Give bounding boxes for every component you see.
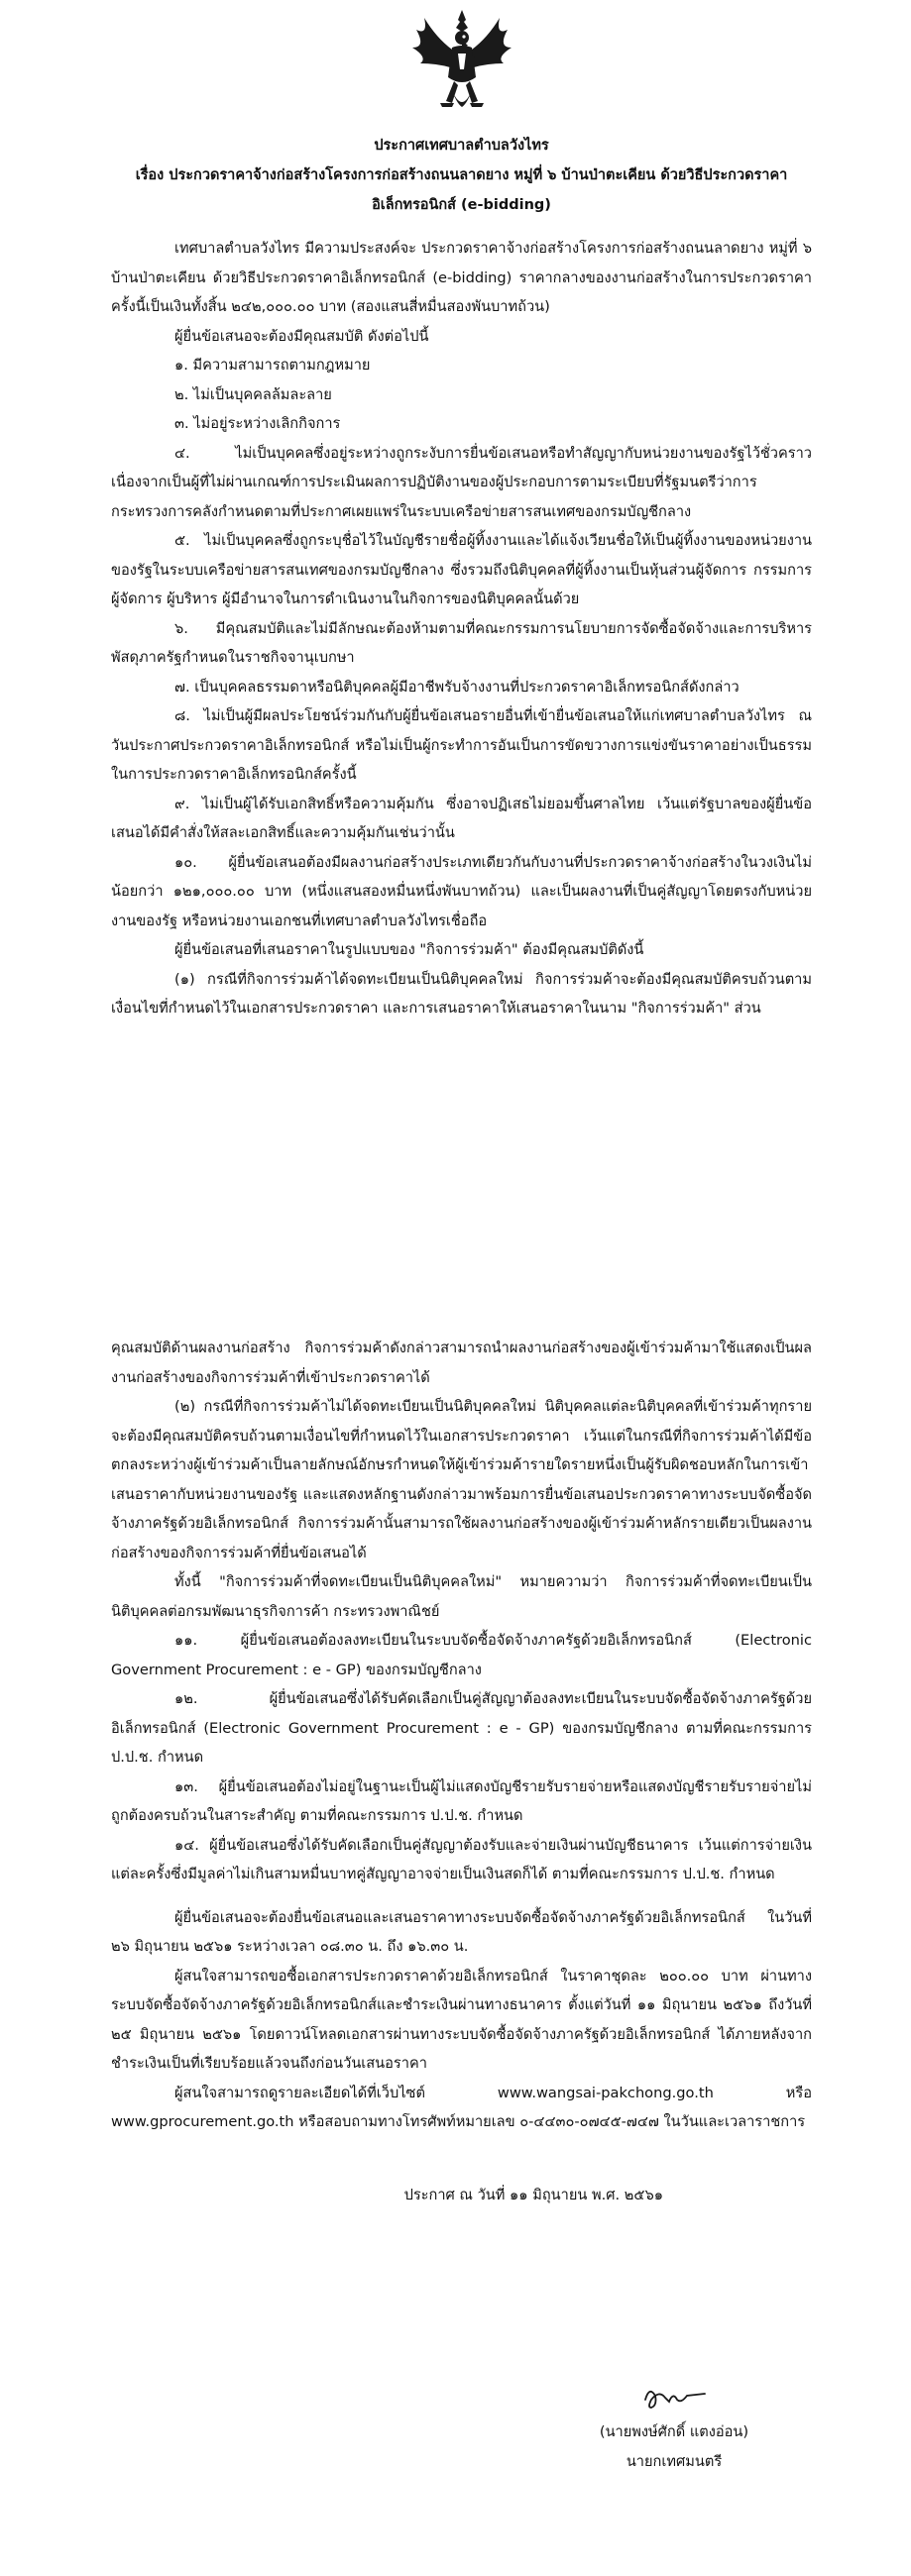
submission-paragraph: ผู้ยื่นข้อเสนอจะต้องยื่นข้อเสนอและเสนอราคาทางระบบจัดซื้อจัดจ้างภาครัฐด้วยอิเล็กทรอนิกส์ ในวันที่ ๒๖ มิถุนายน ๒๕๖๑ ระหว่างเวลา ๐๘.๓๐ น. ถึง ๑๖.๓๐ น. (111, 1908, 812, 1955)
document-page-2 (0, 1298, 911, 2576)
qualification-5: ๕. ไม่เป็นบุคคลซึ่งถูกระบุชื่อไว้ในบัญชีรายชื่อผู้ทิ้งงานและได้แจ้งเวียนชื่อให้เป็นผู้ทิ้งงานของหน่วยงานของรัฐในระบบเครือข่ายสารสนเทศของกรมบัญชีกลาง ซึ่งรวมถึงนิติบุคคลที่ผู้ทิ้งงานเป็นหุ้นส่วนผู้จัดการ กรรมการผู้จัดการ ผู้บริหาร ผู้มีอำนาจในการดำเนินงานในกิจการของนิติบุคคลนั้นด้วย (111, 532, 812, 607)
qualification-9: ๙. ไม่เป็นผู้ได้รับเอกสิทธิ์หรือความคุ้มกัน ซึ่งอาจปฏิเสธไม่ยอมขึ้นศาลไทย เว้นแต่รัฐบาลของผู้ยื่นข้อเสนอได้มีคำสั่งให้สละเอกสิทธิ์และความคุ้มกันเช่นว่านั้น (111, 795, 812, 841)
garuda-emblem (111, 0, 812, 127)
subject-line-2: อิเล็กทรอนิกส์ (e-bidding) (372, 197, 551, 213)
joint-venture-lead: ผู้ยื่นข้อเสนอที่เสนอราคาในรูปแบบของ "กิจการร่วมค้า" ต้องมีคุณสมบัติดังนี้ (174, 941, 644, 958)
qualification-8: ๘. ไม่เป็นผู้มีผลประโยชน์ร่วมกันกับผู้ยื่นข้อเสนอรายอื่นที่เข้ายื่นข้อเสนอให้แก่เทศบาลตำบลวังไทร ณ วันประกาศประกวดราคาอิเล็กทรอนิกส์ หรือไม่เป็นผู้กระทำการอันเป็นการขัดขวางการแข่งขันราคาอย่างเป็นธรรม ในการประกวดราคาอิเล็กทรอนิกส์ครั้งนี้ (111, 707, 812, 783)
qualification-12: ๑๒. ผู้ยื่นข้อเสนอซึ่งได้รับคัดเลือกเป็นคู่สัญญาต้องลงทะเบียนในระบบจัดซื้อจัดจ้างภาครัฐด้วยอิเล็กทรอนิกส์ (Electronic Government Procurement : e - GP) ของกรมบัญชีกลาง ตามที่คณะกรรมการ ป.ป.ช. กำหนด (111, 1690, 812, 1766)
qualification-6: ๖. มีคุณสมบัติและไม่มีลักษณะต้องห้ามตามที่คณะกรรมการนโยบายการจัดซื้อจัดจ้างและการบริหารพัสดุภาครัฐกำหนดในราชกิจจานุเบกษา (111, 619, 812, 666)
qualification-13: ๑๓. ผู้ยื่นข้อเสนอต้องไม่อยู่ในฐานะเป็นผู้ไม่แสดงบัญชีรายรับรายจ่ายหรือแสดงบัญชีรายรับรายจ่ายไม่ถูกต้องครบถ้วนในสาระสำคัญ ตามที่คณะกรรมการ ป.ป.ช. กำหนด (111, 1777, 812, 1824)
qualification-7: ๗. เป็นบุคคลธรรมดาหรือนิติบุคคลผู้มีอาชีพรับจ้างงานที่ประกวดราคาอิเล็กทรอนิกส์ดังกล่าว (174, 678, 740, 696)
intro-paragraph: เทศบาลตำบลวังไทร มีความประสงค์จะ ประกวดราคาจ้างก่อสร้างโครงการก่อสร้างถนนลาดยาง หมู่ที่ ๖ บ้านป่าตะเคียน ด้วยวิธีประกวดราคาอิเล็กทรอนิกส์ (e-bidding) ราคากลางของงานก่อสร้างในการประกวดราคาครั้งนี้เป็นเงินทั้งสิ้น ๒๔๒,๐๐๐.๐๐ บาท (สองแสนสี่หมื่นสองพันบาทถ้วน) (111, 240, 812, 315)
signature-block (555, 2378, 793, 2477)
qualification-14: ๑๔. ผู้ยื่นข้อเสนอซึ่งได้รับคัดเลือกเป็นคู่สัญญาต้องรับและจ่ายเงินผ่านบัญชีธนาคาร เว้นแต่การจ่ายเงินแต่ละครั้งซึ่งมีมูลค่าไม่เกินสามหมื่นบาทคู่สัญญาอาจจ่ายเป็นเงินสดก็ได้ ตามที่คณะกรรมการ ป.ป.ช. กำหนด (111, 1836, 812, 1882)
qualification-10: ๑๐. ผู้ยื่นข้อเสนอต้องมีผลงานก่อสร้างประเภทเดียวกันกับงานที่ประกวดราคาจ้างก่อสร้างในวงเงินไม่น้อยกว่า ๑๒๑,๐๐๐.๐๐ บาท (หนึ่งแสนสองหมื่นหนึ่งพันบาทถ้วน) และเป็นผลงานที่เป็นคู่สัญญาโดยตรงกับหน่วยงานของรัฐ หรือหน่วยงานเอกชนที่เทศบาลตำบลวังไทรเชื่อถือ (111, 853, 812, 929)
document-page-1 (0, 0, 911, 1250)
contact-paragraph: ผู้สนใจสามารถดูรายละเอียดได้ที่เว็บไซต์ www.wangsai-pakchong.go.th หรือ www.gprocurement.go.th หรือสอบถามทางโทรศัพท์หมายเลข ๐-๔๔๓๐-๐๗๔๕-๗๔๗ ในวันและเวลาราชการ (111, 2084, 812, 2130)
qualification-11: ๑๑. ผู้ยื่นข้อเสนอต้องลงทะเบียนในระบบจัดซื้อจัดจ้างภาครัฐด้วยอิเล็กทรอนิกส์ (Electronic Government Procurement : e - GP) ของกรมบัญชีกลาง (111, 1632, 812, 1678)
joint-venture-definition: ทั้งนี้ "กิจการร่วมค้าที่จดทะเบียนเป็นนิติบุคคลใหม่" หมายความว่า กิจการร่วมค้าที่จดทะเบียนเป็นนิติบุคคลต่อกรมพัฒนาธุรกิจการค้า กระทรวงพาณิชย์ (111, 1573, 812, 1620)
document-header (111, 131, 812, 220)
signer-name: (นายพงษ์ศักดิ์ แตงอ่อน) (599, 2423, 749, 2440)
page-2-body (111, 1298, 812, 2137)
subject-line-1: เรื่อง ประกวดราคาจ้างก่อสร้างโครงการก่อสร้างถนนลาดยาง หมู่ที่ ๖ บ้านป่าตะเคียน ด้วยวิธีประกวดราคา (135, 167, 788, 183)
joint-venture-2: (๒) กรณีที่กิจการร่วมค้าไม่ได้จดทะเบียนเป็นนิติบุคคลใหม่ นิติบุคคลแต่ละนิติบุคคลที่เข้าร่วมค้าทุกรายจะต้องมีคุณสมบัติครบถ้วนตามเงื่อนไขที่กำหนดไว้ในเอกสารประกวดราคา เว้นแต่ในกรณีที่กิจการร่วมค้าได้มีข้อตกลงระหว่างผู้เข้าร่วมค้าเป็นลายลักษณ์อักษรกำหนดให้ผู้เข้าร่วมค้ารายใดรายหนึ่งเป็นผู้รับผิดชอบหลักในการเข้าเสนอราคากับหน่วยงานของรัฐ และแสดงหลักฐานดังกล่าวมาพร้อมการยื่นข้อเสนอประกวดราคาทางระบบจัดซื้อจัดจ้างภาครัฐด้วยอิเล็กทรอนิกส์ กิจการร่วมค้านั้นสามารถใช้ผลงานก่อสร้างของผู้เข้าร่วมค้าหลักรายเดียวเป็นผลงานก่อสร้างของกิจการร่วมค้าที่ยื่นข้อเสนอได้ (111, 1398, 812, 1561)
buy-documents-paragraph: ผู้สนใจสามารถขอซื้อเอกสารประกวดราคาด้วยอิเล็กทรอนิกส์ ในราคาชุดละ ๒๐๐.๐๐ บาท ผ่านทางระบบจัดซื้อจัดจ้างภาครัฐด้วยอิเล็กทรอนิกส์และชำระเงินผ่านทางธนาคาร ตั้งแต่วันที่ ๑๑ มิถุนายน ๒๕๖๑ ถึงวันที่ ๒๕ มิถุนายน ๒๕๖๑ โดยดาวน์โหลดเอกสารผ่านทางระบบจัดซื้อจัดจ้างภาครัฐด้วยอิเล็กทรอนิกส์ ได้ภายหลังจากชำระเงินเป็นที่เรียบร้อยแล้วจนถึงก่อนวันเสนอราคา (111, 1967, 812, 2072)
qualification-2: ๒. ไม่เป็นบุคคลล้มละลาย (174, 385, 332, 403)
qualification-lead: ผู้ยื่นข้อเสนอจะต้องมีคุณสมบัติ ดังต่อไปนี้ (174, 327, 429, 345)
qualification-3: ๓. ไม่อยู่ระหว่างเลิกกิจการ (174, 415, 341, 432)
joint-venture-1-start: (๑) กรณีที่กิจการร่วมค้าได้จดทะเบียนเป็นนิติบุคคลใหม่ กิจการร่วมค้าจะต้องมีคุณสมบัติครบถ้วนตามเงื่อนไขที่กำหนดไว้ในเอกสารประกวดราคา และการเสนอราคาให้เสนอราคาในนาม "กิจการร่วมค้า" ส่วน (111, 970, 812, 1017)
page-separator (0, 1250, 911, 1298)
qualification-1: ๑. มีความสามารถตามกฎหมาย (174, 357, 371, 374)
joint-venture-1-continued: คุณสมบัติด้านผลงานก่อสร้าง กิจการร่วมค้าดังกล่าวสามารถนำผลงานก่อสร้างของผู้เข้าร่วมค้ามาใช้แสดงเป็นผลงานก่อสร้างของกิจการร่วมค้าที่เข้าประกวดราคาได้ (111, 1340, 812, 1386)
signer-title: นายกเทศมนตรี (626, 2453, 723, 2470)
org-title: ประกาศเทศบาลตำบลวังไทร (374, 138, 549, 154)
garuda-emblem-icon (406, 8, 517, 122)
announcement-date: ประกาศ ณ วันที่ ๑๑ มิถุนายน พ.ศ. ๒๕๖๑ (403, 2186, 663, 2203)
page-1-body (111, 234, 812, 1023)
qualification-4: ๔. ไม่เป็นบุคคลซึ่งอยู่ระหว่างถูกระงับการยื่นข้อเสนอหรือทำสัญญากับหน่วยงานของรัฐไว้ชั่วคราว เนื่องจากเป็นผู้ที่ไม่ผ่านเกณฑ์การประเมินผลการปฏิบัติงานของผู้ประกอบการตามระเบียบที่รัฐมนตรีว่าการกระทรวงการคลังกำหนดตามที่ประกาศเผยแพร่ในระบบเครือข่ายสารสนเทศของกรมบัญชีกลาง (111, 444, 812, 520)
signature-icon (637, 2378, 711, 2417)
